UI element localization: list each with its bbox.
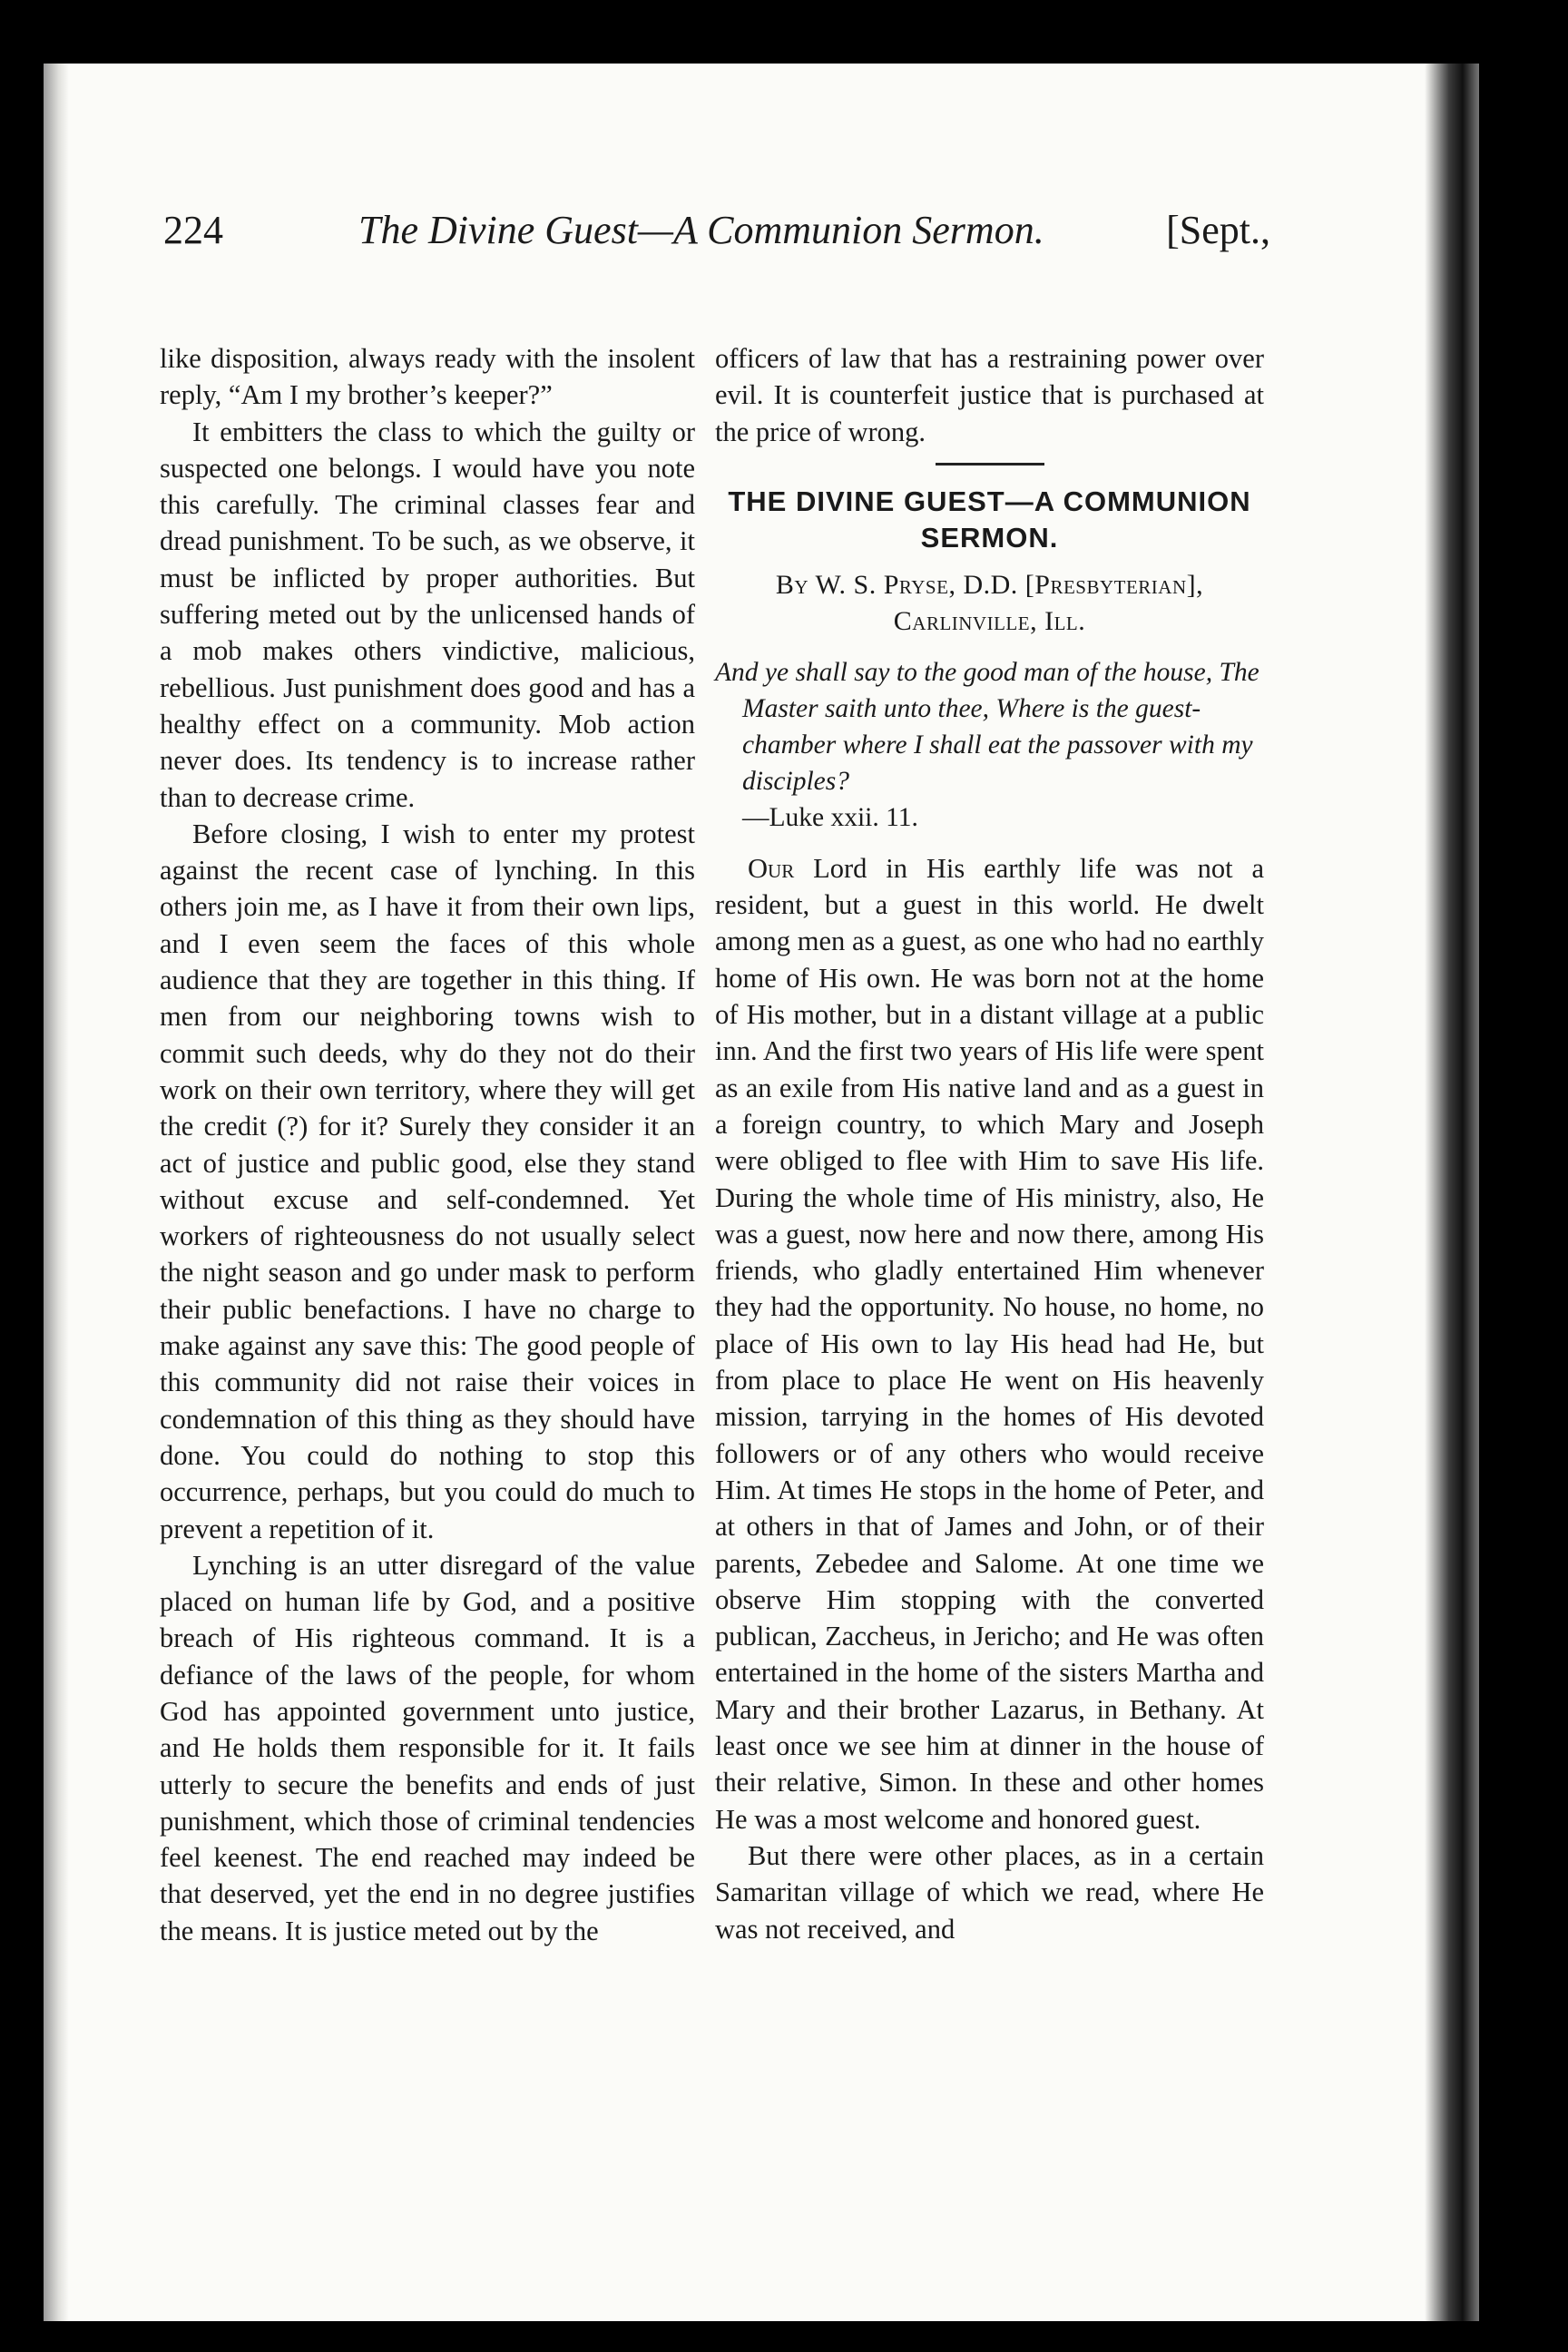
author-byline: By W. S. Pryse, D.D. [Presbyterian], Carlinville, Ill. bbox=[775, 569, 1204, 636]
running-title: The Divine Guest—A Communion Sermon. bbox=[358, 208, 1044, 252]
paragraph: Before closing, I wish to enter my protest against the recent case of lynching. In this others join me, as I have it from their own lips, and I even seem the faces of this whole audience that they are together in this thing. If men from our neighboring towns wish to commit such deeds, why do they not do their work on their own territory, where they will get the credit (?) for it? Surely they consider it an act of justice and public good, else they stand without excuse and self-condemned. Yet workers of righteousness do not usually select the night season and go under mask to perform their public benefactions. I have no charge to make against any save this: The good people of this community did not raise their voices in condemnation of this thing as they should have done. You could do nothing to stop this occurrence, perhaps, but you could do much to prevent a repetition of it. bbox=[160, 818, 695, 1544]
article-title: THE DIVINE GUEST—A COMMUNION SERMON. bbox=[728, 485, 1251, 554]
epigraph-citation: —Luke xxii. 11. bbox=[742, 802, 918, 832]
running-header bbox=[163, 207, 1270, 261]
paragraph: It embitters the class to which the guilty or suspected one belongs. I would have you note this carefully. The criminal classes fear and dread punishment. To be such, as we observe, it must be inflicted by proper authorities. But suffering meted out by the unlicensed hands of a mob makes others vindictive, malicious, rebellious. Just punishment does good and has a healthy effect on a community. Mob action never does. Its tendency is to increase rather than to decrease crime. bbox=[160, 416, 695, 813]
paragraph-continuation: officers of law that has a restraining power over evil. It is counterfeit justice that is purchased at the price of wrong. bbox=[715, 343, 1264, 447]
book-spine-shadow bbox=[1425, 64, 1479, 2321]
page-edge-shadow bbox=[44, 64, 69, 2321]
scripture-epigraph bbox=[715, 654, 1264, 836]
left-column bbox=[160, 340, 695, 1949]
right-column bbox=[715, 340, 1264, 1947]
section-divider bbox=[936, 463, 1044, 466]
paragraph-text: Lord in His earthly life was not a resident, but a guest in this world. He dwelt among men as a guest, as one who had no earthly home of His own. He was born not at the home of His mother, but in a distant village at a public inn. And the first two years of His life were spent as an exile from His native land and as a guest in a foreign country, to which Mary and Joseph were obliged to flee with Him to save His life. During the whole time of His ministry, also, He was a guest, now here and now there, among His friends, who gladly entertained Him whenever they had the opportunity. No house, no home, no place of His own to lay His head had He, but from place to place He went on His heavenly mission, tarrying in the homes of His devoted followers or of any others who would receive Him. At times He stops in the home of Peter, and at others in that of James and John, or of their parents, Zebedee and Salome. At one time we observe Him stopping with the converted publican, Zaccheus, in Jericho; and He was often entertained in the home of the sisters Martha and Mary and their brother Lazarus, in Bethany. At least once we see him at dinner in the house of their relative, Simon. In these and other homes He was a most welcome and honored guest. bbox=[715, 852, 1264, 1835]
book-page bbox=[44, 64, 1479, 2321]
paragraph: Lynching is an utter disregard of the value placed on human life by God, and a positive breach of His righteous command. It is a defiance of the laws of the people, for whom God has appointed government unto justice, and He holds them responsible for it. It fails utterly to secure the benefits and ends of just punishment, which those of criminal tendencies feel keenest. The end reached may indeed be that deserved, yet the end in no degree justifies the means. It is justice meted out by the bbox=[160, 1549, 695, 1946]
paragraph: But there were other places, as in a certain Samaritan village of which we read, where He was not received, and bbox=[715, 1839, 1264, 1945]
header-date: [Sept., bbox=[1166, 208, 1270, 252]
paragraph: like disposition, always ready with the insolent reply, “Am I my brother’s keeper?” bbox=[160, 343, 695, 411]
opening-word: Our bbox=[748, 852, 795, 884]
paragraph bbox=[715, 850, 1264, 1838]
page-number: 224 bbox=[163, 208, 223, 252]
epigraph-text: And ye shall say to the good man of the house, The Master saith unto thee, Where is the guest-chamber where I shall eat the passover with my disciples? bbox=[715, 657, 1259, 796]
